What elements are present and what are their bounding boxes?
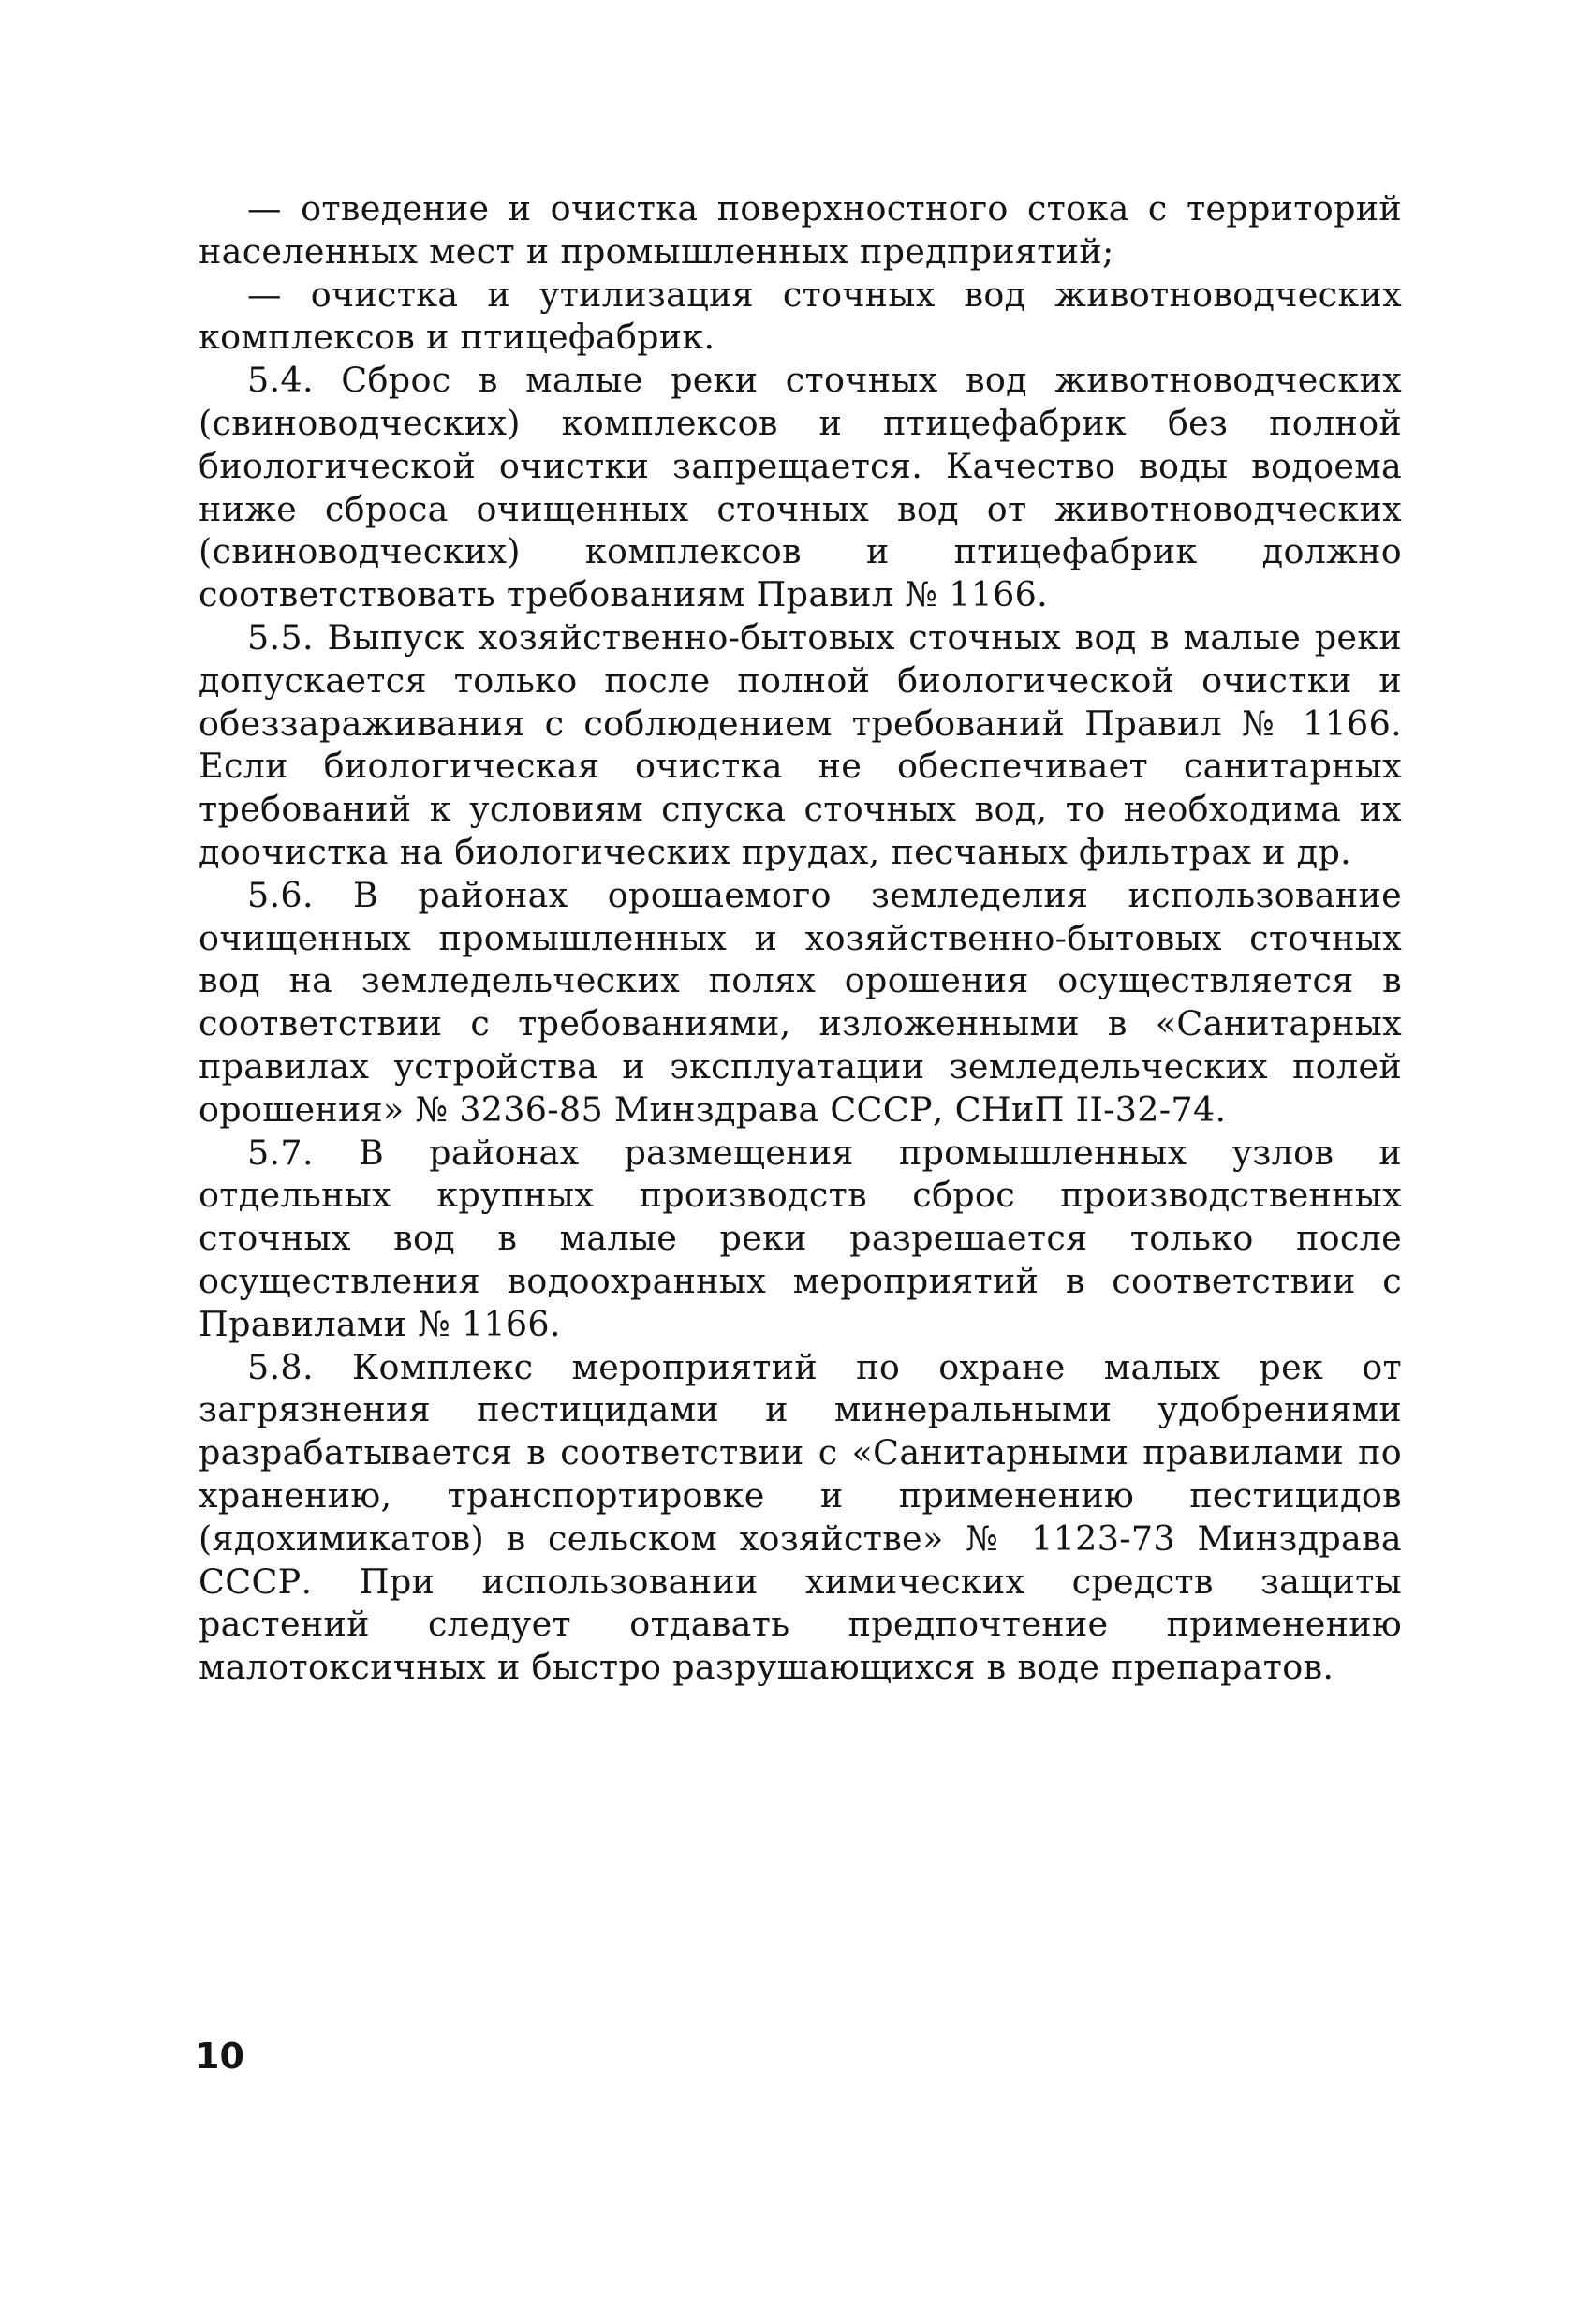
section-5-7-paragraph: 5.7. В районах размещения промышленных узлов и отдельных крупных производств сброс производственных сточных вод в малые реки разрешается только после осуществления водоохранных мероприятий в соответствии с Правилами № 1166.: [199, 1132, 1402, 1344]
section-5-6-paragraph: 5.6. В районах орошаемого земледелия использование очищенных промышленных и хозяйственно-бытовых сточных вод на земледельческих полях орошения осуществляется в соответствии с требованиями, изложенными в «Санитарных правилах устройства и эксплуатации земледельческих полей орошения» № 3236-85 Минздрава СССР, СНиП II-32-74.: [199, 874, 1402, 1130]
list-item-wastewater-utilization: — очистка и утилизация сточных вод животноводческих комплексов и птицефабрик.: [199, 274, 1402, 358]
section-5-4-paragraph: 5.4. Сброс в малые реки сточных вод животноводческих (свиноводческих) комплексов и птицефабрик без полной биологической очистки запрещается. Качество воды водоема ниже сброса очищенных сточных вод от животноводческих (свиноводческих) комплексов и птицефабрик должно соответствовать требованиям Правил № 1166.: [199, 360, 1402, 615]
section-5-8-paragraph: 5.8. Комплекс мероприятий по охране малых рек от загрязнения пестицидами и минеральными удобрениями разрабатывается в соответствии с «Санитарными правилами по хранению, транспортировке и применению пестицидов (ядохимикатов) в сельском хозяйстве» № 1123-73 Минздрава СССР. При использовании химических средств защиты растений следует отдавать предпочтение применению малотоксичных и быстро разрушающихся в воде препаратов.: [199, 1346, 1402, 1688]
list-item-surface-runoff: — отведение и очистка поверхностного стока с территорий населенных мест и промышленных предприятий;: [199, 188, 1402, 272]
page-number: 10: [195, 2035, 244, 2077]
body-text: [199, 187, 1402, 1689]
section-5-5-paragraph: 5.5. Выпуск хозяйственно-бытовых сточных вод в малые реки допускается только после полной биологической очистки и обеззараживания с соблюдением требований Правил № 1166. Если биологическая очистка не обеспечивает санитарных требований к условиям спуска сточных вод, то необходима их доочистка на биологических прудах, песчаных фильтрах и др.: [199, 616, 1402, 872]
